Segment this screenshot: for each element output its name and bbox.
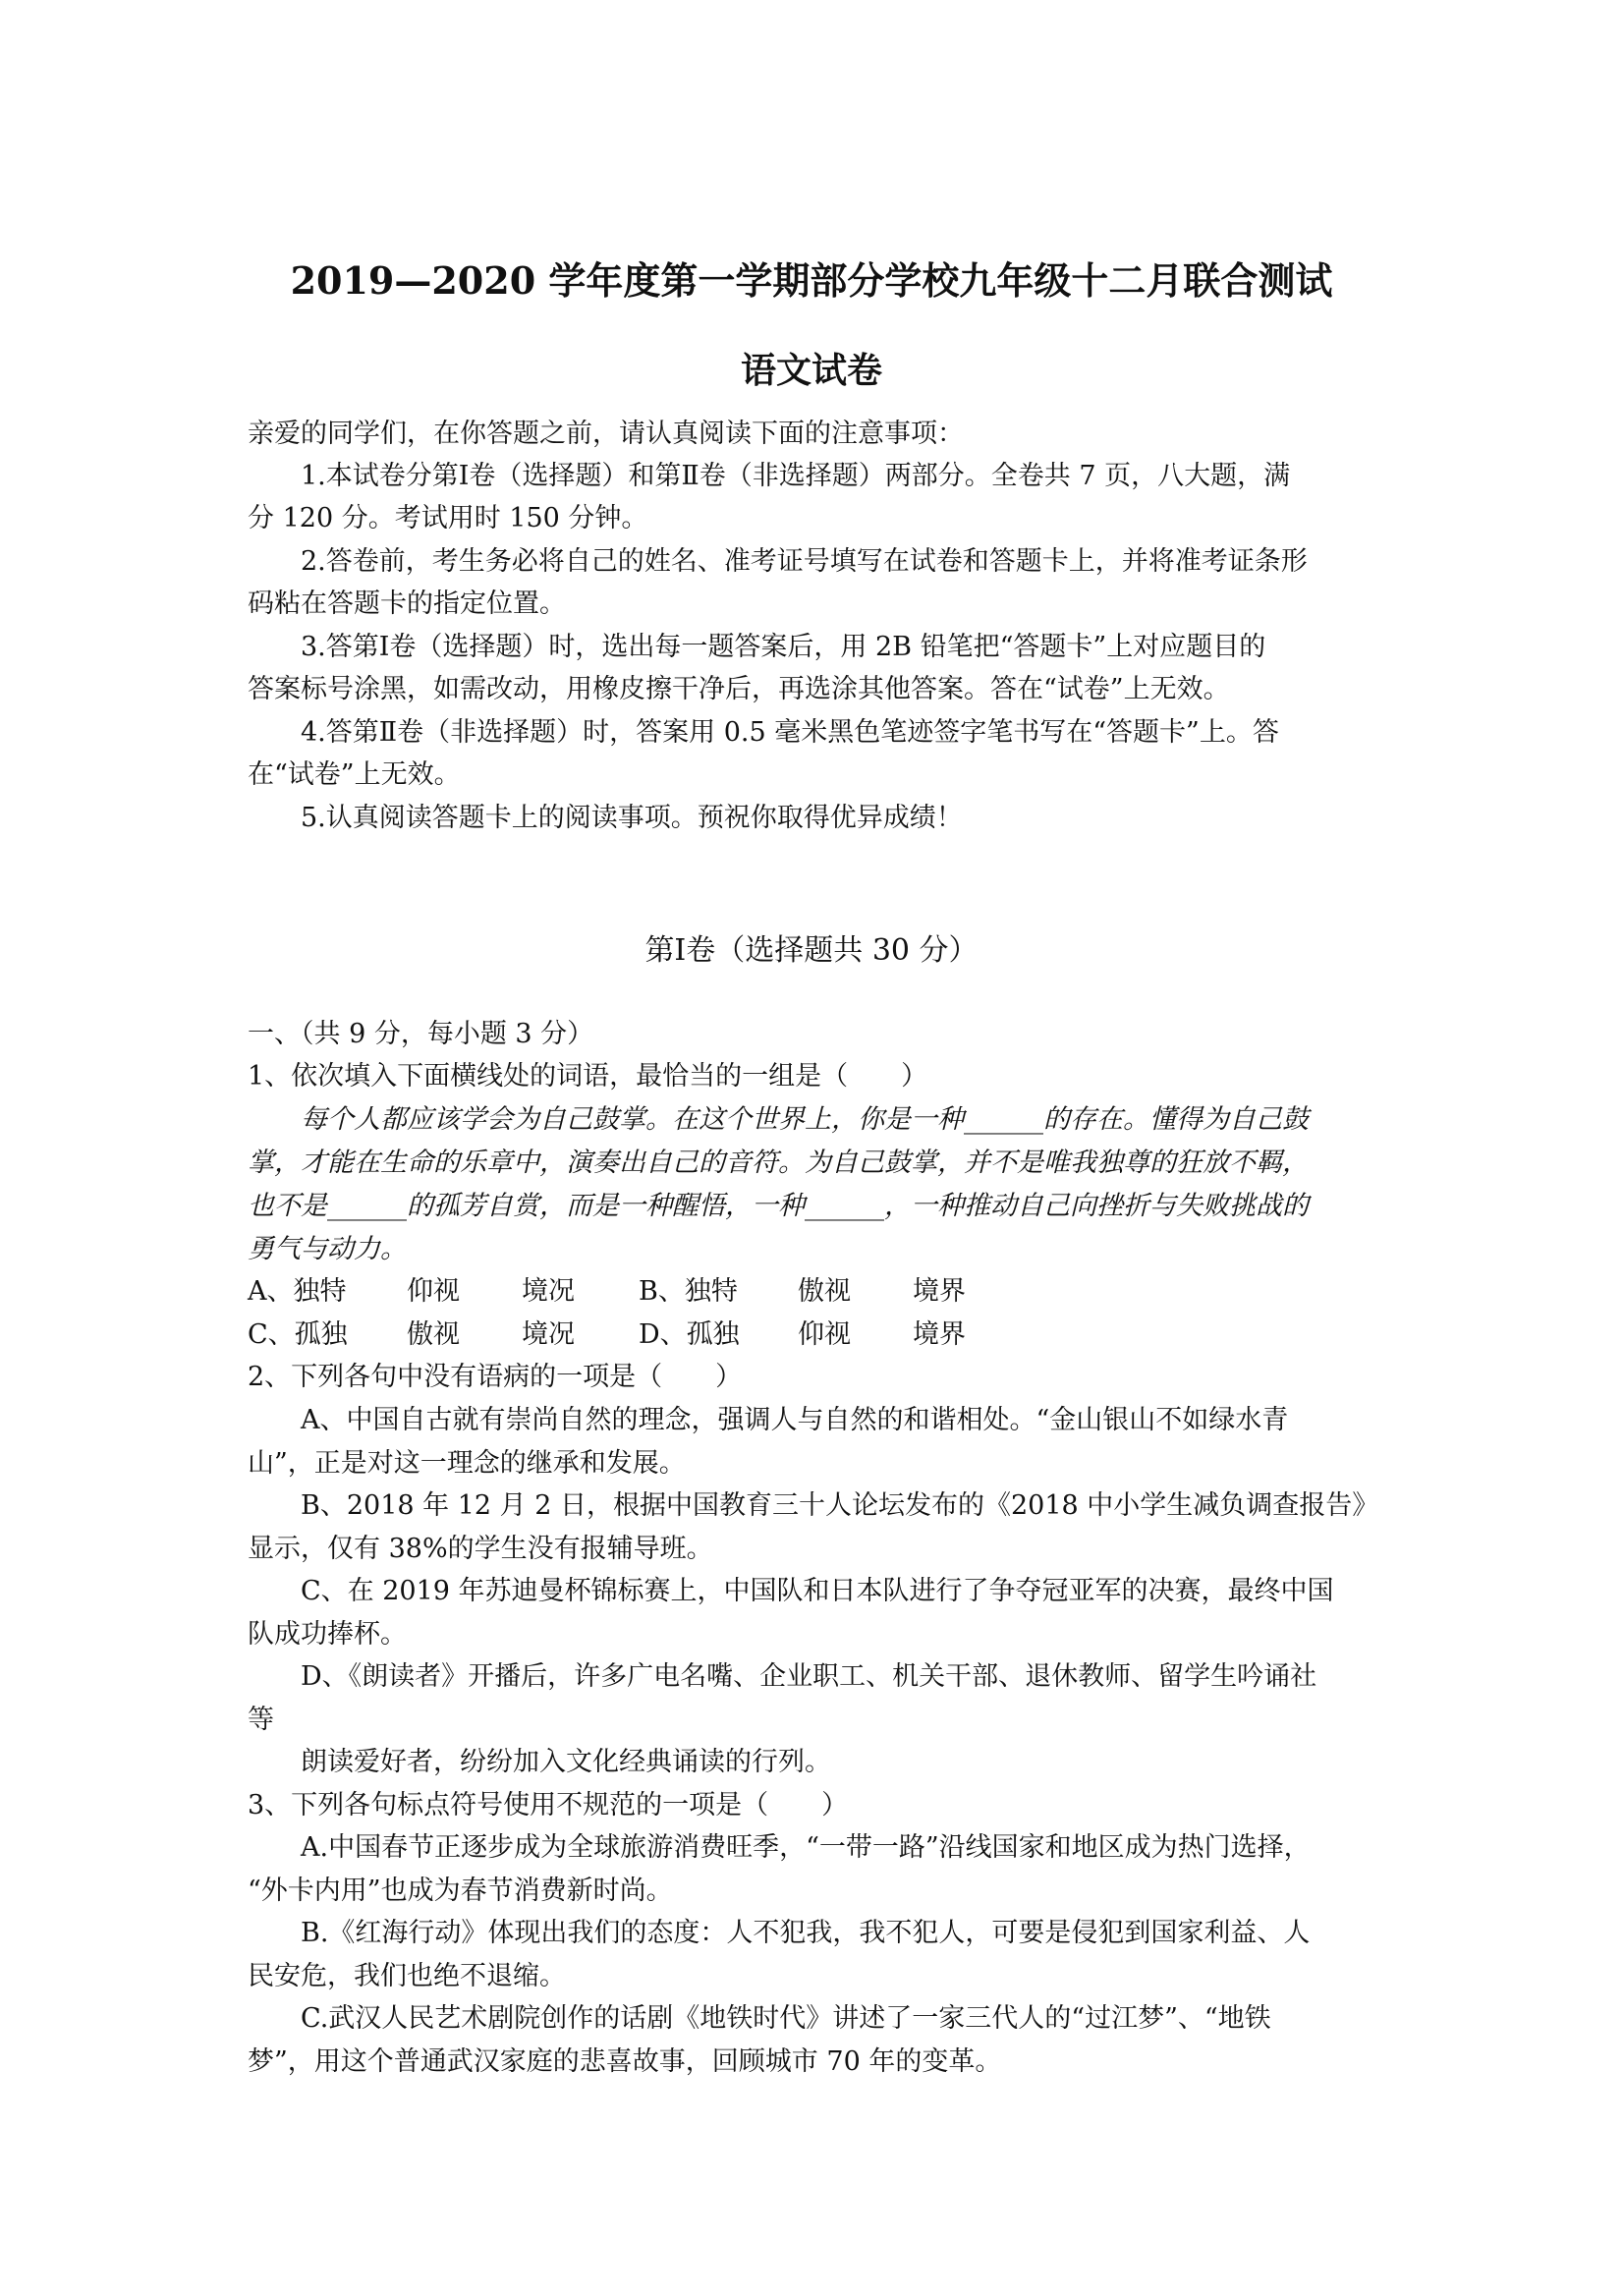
section-title: 第Ⅰ卷（选择题共 30 分） bbox=[644, 933, 979, 968]
question-2-option-a-line-2: 山”，正是对这一理念的继承和发展。 bbox=[248, 1448, 686, 1479]
option-d-word-1: D、孤独 bbox=[639, 1319, 740, 1350]
instruction-4-line-2: 在“试卷”上无效。 bbox=[248, 759, 461, 790]
question-3-option-a-line-2: “外卡内用”也成为春节消费新时尚。 bbox=[248, 1876, 673, 1906]
option-a-word-3: 境况 bbox=[522, 1276, 575, 1307]
instruction-2-line-1: 2.答卷前，考生务必将自己的姓名、准考证号填写在试卷和答题卡上，并将准考证条形 bbox=[301, 546, 1308, 577]
question-1-stem: 1、依次填入下面横线处的词语，最恰当的一组是（ ） bbox=[248, 1061, 928, 1092]
instruction-2-line-2: 码粘在答题卡的指定位置。 bbox=[248, 588, 566, 619]
option-b-word-1: B、独特 bbox=[639, 1276, 738, 1307]
question-2-option-a-line-1: A、中国自古就有崇尚自然的理念，强调人与自然的和谐相处。“金山银山不如绿水青 bbox=[301, 1405, 1289, 1435]
question-2-option-d-line-2: 等 bbox=[248, 1705, 274, 1735]
part-heading: 一、（共 9 分，每小题 3 分） bbox=[248, 1019, 594, 1049]
question-1-passage-line-4: 勇气与动力。 bbox=[248, 1234, 407, 1264]
question-2-option-b-line-2: 显示，仅有 38%的学生没有报辅导班。 bbox=[248, 1534, 713, 1564]
option-a-word-2: 仰视 bbox=[407, 1276, 460, 1307]
instruction-5-line-1: 5.认真阅读答题卡上的阅读事项。预祝你取得优异成绩！ bbox=[301, 803, 963, 833]
instruction-1-line-1: 1.本试卷分第Ⅰ卷（选择题）和第Ⅱ卷（非选择题）两部分。全卷共 7 页，八大题，满 bbox=[301, 461, 1291, 491]
option-c-word-1: C、孤独 bbox=[248, 1319, 348, 1350]
question-2-stem: 2、下列各句中没有语病的一项是（ ） bbox=[248, 1362, 743, 1392]
question-2-option-d-line-3: 朗读爱好者，纷纷加入文化经典诵读的行列。 bbox=[301, 1747, 831, 1777]
question-1-passage-line-1: 每个人都应该学会为自己鼓掌。在这个世界上，你是一种______的存在。懂得为自己鼓 bbox=[301, 1104, 1309, 1135]
instruction-3-line-2: 答案标号涂黑，如需改动，用橡皮擦干净后，再选涂其他答案。答在“试卷”上无效。 bbox=[248, 674, 1230, 704]
option-d-word-2: 仰视 bbox=[798, 1319, 851, 1350]
option-c-word-3: 境况 bbox=[522, 1319, 575, 1350]
question-3-option-c-line-2: 梦”，用这个普通武汉家庭的悲喜故事，回顾城市 70 年的变革。 bbox=[248, 2046, 1002, 2077]
question-1-passage-line-3: 也不是______的孤芳自赏，而是一种醒悟，一种______，一种推动自己向挫折与失败挑战的 bbox=[248, 1191, 1309, 1221]
instructions-intro: 亲爱的同学们，在你答题之前，请认真阅读下面的注意事项： bbox=[248, 419, 964, 449]
instruction-4-line-1: 4.答第Ⅱ卷（非选择题）时，答案用 0.5 毫米黑色笔迹签字笔书写在“答题卡”上。答 bbox=[301, 717, 1279, 748]
question-1-passage-line-2: 掌，才能在生命的乐章中，演奏出自己的音符。为自己鼓掌，并不是唯我独尊的狂放不羁， bbox=[248, 1148, 1309, 1178]
main-title: 2019—2020 学年度第一学期部分学校九年级十二月联合测试 bbox=[290, 258, 1333, 303]
option-a-word-1: A、独特 bbox=[248, 1276, 347, 1307]
option-b-word-3: 境界 bbox=[913, 1276, 966, 1307]
question-3-option-a-line-1: A.中国春节正逐步成为全球旅游消费旺季，“一带一路”沿线国家和地区成为热门选择， bbox=[301, 1832, 1311, 1863]
sub-title: 语文试卷 bbox=[740, 350, 882, 391]
question-2-option-c-line-2: 队成功捧杯。 bbox=[248, 1619, 407, 1650]
question-2-option-b-line-1: B、2018 年 12 月 2 日，根据中国教育三十人论坛发布的《2018 中小学生减负调查报告》 bbox=[301, 1490, 1379, 1521]
option-c-word-2: 傲视 bbox=[407, 1319, 460, 1350]
option-b-word-2: 傲视 bbox=[798, 1276, 851, 1307]
question-3-option-b-line-1: B.《红海行动》体现出我们的态度：人不犯我，我不犯人，可要是侵犯到国家利益、人 bbox=[301, 1918, 1311, 1948]
question-3-option-b-line-2: 民安危，我们也绝不退缩。 bbox=[248, 1961, 566, 1991]
question-3-option-c-line-1: C.武汉人民艺术剧院创作的话剧《地铁时代》讲述了一家三代人的“过江梦”、“地铁 bbox=[301, 2003, 1271, 2034]
instruction-3-line-1: 3.答第Ⅰ卷（选择题）时，选出每一题答案后，用 2B 铅笔把“答题卡”上对应题目的 bbox=[301, 632, 1266, 662]
option-d-word-3: 境界 bbox=[913, 1319, 966, 1350]
question-2-option-c-line-1: C、在 2019 年苏迪曼杯锦标赛上，中国队和日本队进行了争夺冠亚军的决赛，最终中国 bbox=[301, 1576, 1334, 1606]
question-3-stem: 3、下列各句标点符号使用不规范的一项是（ ） bbox=[248, 1790, 849, 1820]
instruction-1-line-2: 分 120 分。考试用时 150 分钟。 bbox=[248, 503, 648, 533]
question-2-option-d-line-1: D、《朗读者》开播后，许多广电名嘴、企业职工、机关干部、退休教师、留学生吟诵社 bbox=[301, 1661, 1317, 1692]
